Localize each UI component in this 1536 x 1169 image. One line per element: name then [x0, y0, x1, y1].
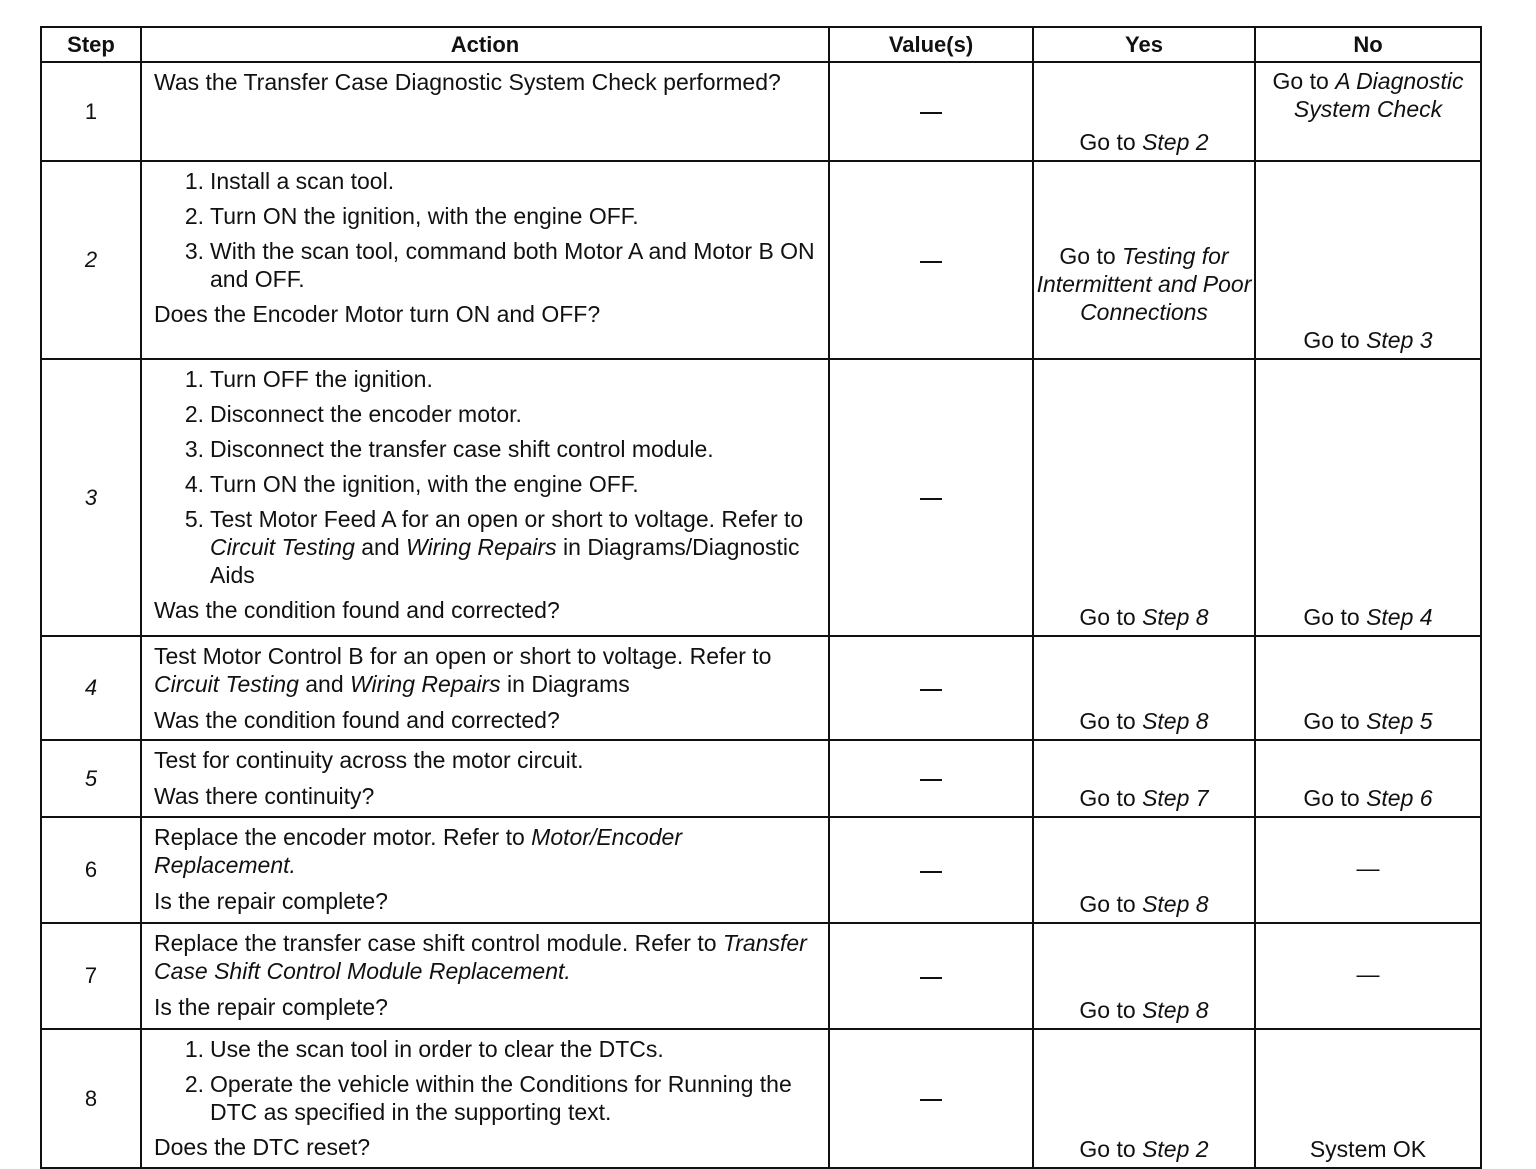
action-cell [141, 740, 829, 817]
header-step: Step [41, 27, 141, 62]
value-dash [920, 112, 942, 114]
list-item: 3. With the scan tool, command both Motor A and Motor B ON and OFF. [184, 238, 815, 292]
ref-link[interactable]: Wiring Repairs [350, 671, 501, 697]
ref-link[interactable]: Circuit Testing [154, 671, 299, 697]
value-cell [829, 1029, 1033, 1168]
action-cell [141, 359, 829, 636]
step-number: 7 [41, 923, 141, 1029]
value-dash [920, 977, 942, 979]
yes-cell [1033, 636, 1255, 740]
no-cell [1255, 740, 1481, 817]
yes-prefix: Go to [1079, 785, 1143, 811]
no-cell [1255, 62, 1481, 161]
header-values: Value(s) [829, 27, 1033, 62]
no-prefix: Go to [1303, 708, 1367, 734]
table-row [41, 817, 1481, 923]
header-no: No [1255, 27, 1481, 62]
value-cell [829, 923, 1033, 1029]
action-text: Replace the encoder motor. Refer to Motor/Encoder Replacement. [154, 824, 683, 878]
action-steps-list [154, 1035, 818, 1126]
list-item: 1. Turn OFF the ignition. [184, 366, 433, 392]
action-cell [141, 636, 829, 740]
yes-cell [1033, 740, 1255, 817]
value-dash [920, 261, 942, 263]
no-cell [1255, 359, 1481, 636]
diagnostic-table [40, 26, 1482, 1169]
action-text: Was the Transfer Case Diagnostic System Check performed? [154, 69, 781, 95]
yes-link[interactable]: Step 8 [1142, 997, 1209, 1023]
table-row [41, 161, 1481, 359]
action-question: Is the repair complete? [154, 888, 388, 914]
yes-cell [1033, 161, 1255, 359]
no-prefix: Go to [1272, 68, 1336, 94]
yes-link[interactable]: Testing for Intermittent and Poor Connections [1036, 243, 1252, 325]
header-action: Action [141, 27, 829, 62]
value-dash [920, 689, 942, 691]
no-link[interactable]: A Diagnostic System Check [1293, 68, 1464, 122]
ref-link[interactable]: Transfer Case Shift Control Module Replacement. [154, 930, 807, 984]
action-question: Was the condition found and corrected? [154, 597, 560, 623]
action-question: Does the Encoder Motor turn ON and OFF? [154, 301, 601, 327]
value-dash [920, 498, 942, 500]
step-number: 2 [41, 161, 141, 359]
list-item: 1. Use the scan tool in order to clear the DTCs. [184, 1036, 664, 1062]
no-prefix: Go to [1303, 604, 1367, 630]
yes-cell [1033, 62, 1255, 161]
table-row [41, 1029, 1481, 1168]
no-link[interactable]: Step 4 [1366, 604, 1433, 630]
step-number: 3 [41, 359, 141, 636]
no-cell [1255, 636, 1481, 740]
action-text: Replace the transfer case shift control module. Refer to Transfer Case Shift Control Module Replacement. [154, 930, 807, 984]
list-item: 2. Turn ON the ignition, with the engine OFF. [184, 203, 639, 229]
yes-link[interactable]: Step 2 [1142, 1136, 1209, 1162]
ref-link[interactable]: Motor/Encoder Replacement. [154, 824, 683, 878]
value-dash [920, 779, 942, 781]
yes-prefix: Go to [1079, 604, 1143, 630]
table-row [41, 923, 1481, 1029]
no-cell: — [1255, 817, 1481, 923]
ref-link[interactable]: Wiring Repairs [406, 534, 557, 560]
action-cell [141, 923, 829, 1029]
action-question: Was the condition found and corrected? [154, 707, 560, 733]
yes-prefix: Go to [1079, 129, 1143, 155]
no-link[interactable]: Step 6 [1366, 785, 1433, 811]
yes-prefix: Go to [1079, 708, 1143, 734]
step-number: 6 [41, 817, 141, 923]
yes-prefix: Go to [1079, 1136, 1143, 1162]
table-row [41, 740, 1481, 817]
yes-cell [1033, 1029, 1255, 1168]
action-cell [141, 817, 829, 923]
yes-prefix: Go to [1059, 243, 1123, 269]
no-link[interactable]: Step 5 [1366, 708, 1433, 734]
action-cell [141, 1029, 829, 1168]
no-link[interactable]: Step 3 [1366, 327, 1433, 353]
list-item: 4. Turn ON the ignition, with the engine OFF. [184, 471, 639, 497]
list-item: 1. Install a scan tool. [184, 168, 395, 194]
value-dash [920, 1099, 942, 1101]
value-cell [829, 161, 1033, 359]
header-yes: Yes [1033, 27, 1255, 62]
step-number: 4 [41, 636, 141, 740]
value-cell [829, 636, 1033, 740]
yes-prefix: Go to [1079, 891, 1143, 917]
action-text: Test Motor Control B for an open or short to voltage. Refer to Circuit Testing and Wiring Repairs in Diagrams [154, 643, 772, 697]
action-cell [141, 62, 829, 161]
list-item: 2. Operate the vehicle within the Conditions for Running the DTC as specified in the supporting text. [184, 1071, 792, 1125]
list-item: 2. Disconnect the encoder motor. [184, 401, 522, 427]
no-prefix: Go to [1303, 785, 1367, 811]
step-number: 8 [41, 1029, 141, 1168]
action-question: Is the repair complete? [154, 994, 388, 1020]
no-cell: — [1255, 923, 1481, 1029]
diagnostic-table-sheet [40, 26, 1480, 1169]
value-cell [829, 62, 1033, 161]
yes-link[interactable]: Step 2 [1142, 129, 1209, 155]
yes-link[interactable]: Step 8 [1142, 708, 1209, 734]
ref-link[interactable]: Circuit Testing [210, 534, 355, 560]
yes-cell [1033, 817, 1255, 923]
list-item: 5. Test Motor Feed A for an open or short to voltage. Refer to Circuit Testing and Wiring Repairs in Diagrams/Diagnostic Aids [184, 506, 804, 588]
value-dash [920, 871, 942, 873]
step-number: 1 [41, 62, 141, 161]
table-header-row [41, 27, 1481, 62]
yes-link[interactable]: Step 7 [1142, 785, 1209, 811]
no-cell [1255, 161, 1481, 359]
value-cell [829, 740, 1033, 817]
table-row [41, 62, 1481, 161]
table-row [41, 636, 1481, 740]
value-cell [829, 359, 1033, 636]
yes-prefix: Go to [1079, 997, 1143, 1023]
action-text: Test for continuity across the motor circuit. [154, 747, 584, 773]
list-item: 3. Disconnect the transfer case shift control module. [184, 436, 714, 462]
yes-cell [1033, 923, 1255, 1029]
yes-link[interactable]: Step 8 [1142, 604, 1209, 630]
action-question: Does the DTC reset? [154, 1134, 371, 1160]
step-number: 5 [41, 740, 141, 817]
action-question: Was there continuity? [154, 783, 375, 809]
yes-cell [1033, 359, 1255, 636]
action-steps-list [154, 365, 818, 589]
no-cell: System OK [1255, 1029, 1481, 1168]
value-cell [829, 817, 1033, 923]
no-prefix: Go to [1303, 327, 1367, 353]
yes-link[interactable]: Step 8 [1142, 891, 1209, 917]
action-cell [141, 161, 829, 359]
table-row [41, 359, 1481, 636]
action-steps-list [154, 167, 818, 293]
